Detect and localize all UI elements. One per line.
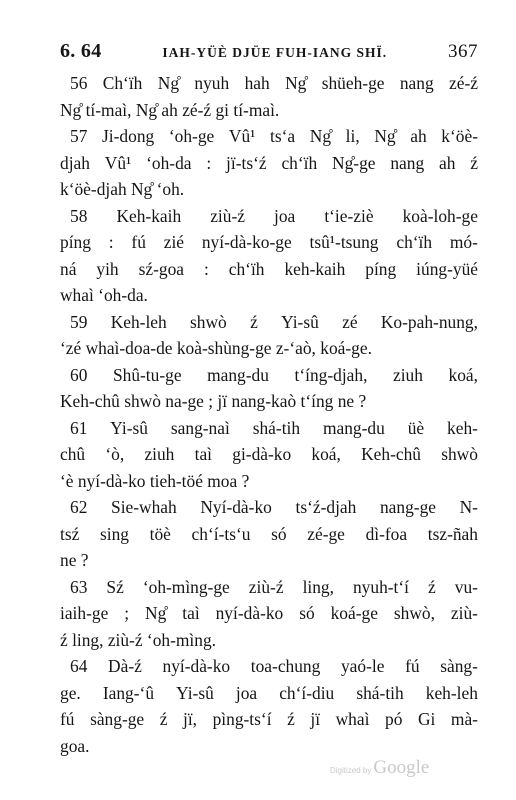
word: mang-du [207, 364, 269, 385]
word: : [206, 152, 212, 173]
text-line [0, 150, 478, 177]
text-line [0, 415, 478, 442]
text-line [0, 706, 478, 733]
word: N- [459, 497, 478, 517]
text-line [0, 653, 478, 680]
word: shá-tih [356, 682, 404, 703]
word: Iang-‘û [102, 682, 155, 703]
word: ziuh [144, 444, 175, 464]
word: ch‘í-ts‘u [191, 523, 251, 544]
text-body [0, 70, 516, 759]
word: ‘oh-da [146, 152, 192, 173]
word: zié [163, 232, 185, 252]
word: Ng̊ [145, 603, 167, 623]
word: zé-ź [449, 73, 478, 93]
text-line: ‘è nyí-dà-ko tieh-töé moa ? [60, 470, 250, 491]
text-line [0, 309, 478, 336]
word: ts‘ź-djah [295, 497, 357, 517]
word: sàng-ge [90, 709, 145, 729]
word: tsz-ñah [427, 523, 478, 544]
text-line [0, 256, 478, 283]
text-line [0, 123, 478, 150]
word: keh- [447, 417, 478, 438]
word: sàng- [440, 656, 478, 676]
word: li, [345, 126, 360, 146]
word: nyí-dà-ko [162, 656, 231, 676]
word: 57 [70, 126, 88, 146]
google-logo: Google [373, 757, 430, 778]
word: fú [60, 709, 75, 729]
word: mó- [449, 232, 478, 252]
word: vu- [454, 576, 478, 597]
word: ch‘ïh [281, 152, 318, 173]
word: só [299, 603, 315, 623]
word: Sź [106, 576, 124, 597]
word: toa-chung [250, 656, 321, 676]
word: ź [470, 152, 478, 173]
word: djah [60, 152, 90, 173]
text-line: ne ? [60, 550, 89, 570]
word: Nyí-dà-ko [200, 497, 272, 517]
word: nang [390, 152, 425, 173]
word: mà- [450, 709, 478, 729]
text-line [0, 521, 478, 548]
word: 56 [70, 73, 88, 93]
text-line [0, 229, 478, 256]
word: Sie-whah [111, 497, 177, 517]
word: ‘oh-ge [168, 126, 215, 146]
text-line [0, 574, 478, 601]
word: ‘ò, [105, 444, 125, 464]
word: zé-ge [307, 523, 345, 544]
word: nang [399, 73, 434, 93]
word: nyí-dà-ko-ge [201, 232, 292, 252]
word: píng [60, 232, 91, 252]
word: 61 [70, 417, 88, 438]
text-line: ź ling, ziù-ź ‘oh-mìng. [60, 629, 216, 650]
word: nyí-dà-ko [215, 603, 284, 623]
word: jï [310, 709, 321, 729]
text-line: Keh-chû shwò na-ge ; jï nang-kaò t‘íng ne ? [60, 391, 367, 411]
word: sang-naì [170, 417, 230, 438]
text-line [0, 70, 478, 97]
word: ling, [302, 576, 334, 597]
word: 59 [70, 311, 88, 332]
word: shüeh-ge [321, 73, 385, 93]
word: 58 [70, 205, 88, 226]
text-line: Ng̊ tí-maì, Ng̊ ah zé-ź gi tí-maì. [60, 99, 280, 120]
word: ‘oh-mìng-ge [142, 576, 230, 597]
word: üè [407, 417, 425, 438]
word: shwò, [393, 603, 435, 623]
word: ziuh [393, 364, 423, 385]
word: dì-foa [365, 523, 408, 544]
word: joa [235, 682, 258, 703]
word: t‘íng-djah, [294, 364, 368, 385]
word: ah [439, 152, 456, 173]
word: ź [250, 311, 258, 332]
word: ná [60, 258, 77, 279]
word: pìng-ts‘í [212, 709, 272, 729]
word: jï, [183, 709, 198, 729]
word: Keh-kaih [116, 205, 182, 226]
word: Ng̊ [309, 126, 332, 146]
word: ge. [60, 682, 81, 703]
word: píng [365, 258, 397, 279]
word: só [271, 523, 287, 544]
word: Yi-sû [176, 682, 214, 703]
word: shá-tih [252, 417, 301, 438]
word: gi-dà-ko [232, 444, 292, 464]
word: Ko-pah-nung, [380, 311, 478, 332]
text-line [0, 441, 478, 468]
text-line [0, 362, 478, 389]
text-line [0, 494, 478, 521]
word: shwò [441, 444, 478, 464]
word: 62 [70, 497, 88, 517]
word: Yi-sû [110, 417, 148, 438]
book-title: IAH-YÜÈ DJÜE FUH-IANG SHÏ. [162, 45, 388, 60]
word: iaih-ge [60, 603, 109, 623]
word: ch‘ïh [228, 258, 265, 279]
word: ch‘ïh [396, 232, 433, 252]
word: whaì [335, 709, 370, 729]
word: yaó-le [340, 656, 385, 676]
text-line [0, 203, 478, 230]
word: fú [405, 656, 420, 676]
word: Ji-dong [102, 126, 155, 146]
word: chû [60, 444, 86, 464]
word: keh-leh [425, 682, 478, 703]
word: Ng̊ [285, 73, 307, 93]
word: 64 [70, 656, 88, 676]
word: : [203, 258, 209, 279]
word: Ng̊-ge [332, 152, 376, 173]
word: k‘öè- [441, 126, 478, 146]
word: Vû¹ [228, 126, 256, 146]
word: zé [342, 311, 358, 332]
word: koà-loh-ge [402, 205, 478, 226]
word: : [108, 232, 114, 252]
word: joa [274, 205, 296, 226]
word: ts‘a [270, 126, 296, 146]
word: Keh-leh [110, 311, 167, 332]
word: keh-kaih [284, 258, 346, 279]
word: iúng-yüé [416, 258, 478, 279]
word: koá, [448, 364, 478, 385]
word: ziù- [450, 603, 478, 623]
word: Yi-sû [281, 311, 319, 332]
chapter-verse-reference: 6. 64 [60, 40, 102, 62]
word: koá, [311, 444, 341, 464]
word: ziù-ź [210, 205, 245, 226]
word: Gi [417, 709, 436, 729]
word: ź [287, 709, 295, 729]
word: ź [428, 576, 436, 597]
word: nyuh-t‘í [352, 576, 410, 597]
word: fú [131, 232, 146, 252]
word: Ng̊ [157, 73, 180, 93]
word: sing [99, 523, 129, 544]
text-line: goa. [60, 735, 90, 756]
word: taì [194, 444, 213, 464]
word: ah [410, 126, 427, 146]
word: sź-goa [138, 258, 184, 279]
word: Keh-chû [361, 444, 421, 464]
word: Ng̊ [374, 126, 396, 146]
word: Shû-tu-ge [112, 364, 182, 385]
word: shwò [190, 311, 227, 332]
word: hah [244, 73, 270, 93]
word: töè [149, 523, 171, 544]
word: ziù-ź [248, 576, 284, 597]
word: pó [385, 709, 403, 729]
word: Dà-ź [108, 656, 142, 676]
word: ź [159, 709, 168, 729]
text-line [0, 680, 478, 707]
word: mang-du [322, 417, 385, 438]
word: ch‘í-diu [279, 682, 335, 703]
word: nang-ge [379, 497, 436, 517]
word: tsû¹-tsung [309, 232, 379, 252]
text-line: ‘zé whaì-doa-de koà-shùng-ge z-‘aò, koá-ge. [60, 338, 372, 358]
watermark-caption: Digitized by [330, 766, 372, 775]
page-number: 367 [447, 41, 478, 62]
word: ; [124, 603, 130, 623]
text-line: whaì ‘oh-da. [60, 285, 148, 305]
word: yih [96, 258, 119, 279]
word: t‘ie-ziè [324, 205, 374, 226]
word: tsź [60, 523, 80, 544]
word: taì [182, 603, 200, 623]
word: Vû¹ [104, 152, 132, 173]
word: nyuh [194, 73, 230, 93]
running-head [60, 40, 478, 66]
word: 60 [70, 364, 88, 385]
text-line [0, 600, 478, 627]
text-line: k‘öè-djah Ng̊ ‘oh. [60, 179, 185, 199]
word: Ch‘ïh [102, 73, 143, 93]
word: 63 [70, 576, 88, 597]
word: jï-ts‘ź [226, 152, 267, 173]
word: koá-ge [330, 603, 378, 623]
digitization-watermark [330, 757, 429, 779]
